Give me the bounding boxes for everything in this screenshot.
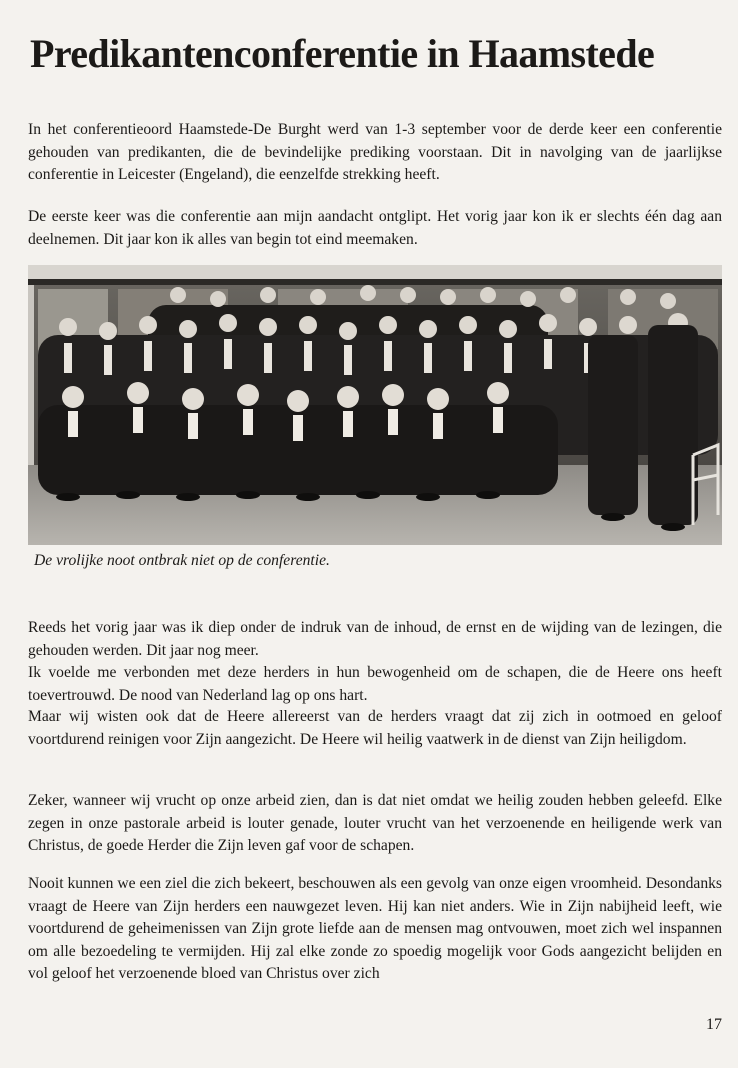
article-title: Predikantenconferentie in Haamstede <box>30 31 655 76</box>
body-paragraph-3: Maar wij wisten ook dat de Heere allereerst van de herders vraagt dat zij zich in ootmoed en geloof voortdurend reinigen voor Zijn aangezicht. De Heere wil heilig vaatwerk in de dienst van Zijn heiligdom. <box>28 708 722 748</box>
body-paragraph-5: Nooit kunnen we een ziel die zich bekeert, beschouwen als een gevolg van onze eigen vroomheid. Desondanks vraagt de Heere van Zijn herders een nauwgezet leven. Hij kan niet anders. Wie in Zijn nabijheid leeft, wie voortdurend de geheimenissen van Zijn grote liefde aan de mensen mag ontvouwen, moet zich wel inspannen om alle bezoedeling te vermijden. Hij zal elke zonde zo spoedig mogelijk voor Gods aangezicht belijden en vol geloof het verzoenende bloed van Christus over zich <box>28 875 722 982</box>
page-number: 17 <box>706 1016 722 1033</box>
body-paragraph-4: Zeker, wanneer wij vrucht op onze arbeid zien, dan is dat niet omdat we heilig zouden hebben geleefd. Elke zegen in onze pastorale arbeid is louter genade, louter vrucht van het verzoenende en heiligende werk van Christus, de goede Herder die Zijn leven gaf voor de schapen. <box>28 792 722 854</box>
group-photo-illustration <box>28 265 722 545</box>
body-paragraph-1: Reeds het vorig jaar was ik diep onder de indruk van de inhoud, de ernst en de wijding van de lezingen, die gehouden werden. Dit jaar nog meer. <box>28 619 722 659</box>
intro-paragraph: In het conferentieoord Haamstede-De Burght werd van 1-3 september voor de derde keer een conferentie gehouden van predikanten, die de bevindelijke prediking voorstaan. Dit in navolging van de jaarlijkse conferentie in Leicester (Engeland), die eenzelfde strekking heeft. <box>28 121 722 183</box>
body-paragraph-2: Ik voelde me verbonden met deze herders in hun bewogenheid om de schapen, die de Heere ons heeft toevertrouwd. De nood van Nederland lag op ons hart. <box>28 664 722 704</box>
group-photo <box>28 265 722 545</box>
intro-paragraph-2: De eerste keer was die conferentie aan mijn aandacht ontglipt. Het vorig jaar kon ik er slechts één dag aan deelnemen. Dit jaar kon ik alles van begin tot eind meemaken. <box>28 208 722 248</box>
photo-caption: De vrolijke noot ontbrak niet op de conferentie. <box>34 552 330 569</box>
